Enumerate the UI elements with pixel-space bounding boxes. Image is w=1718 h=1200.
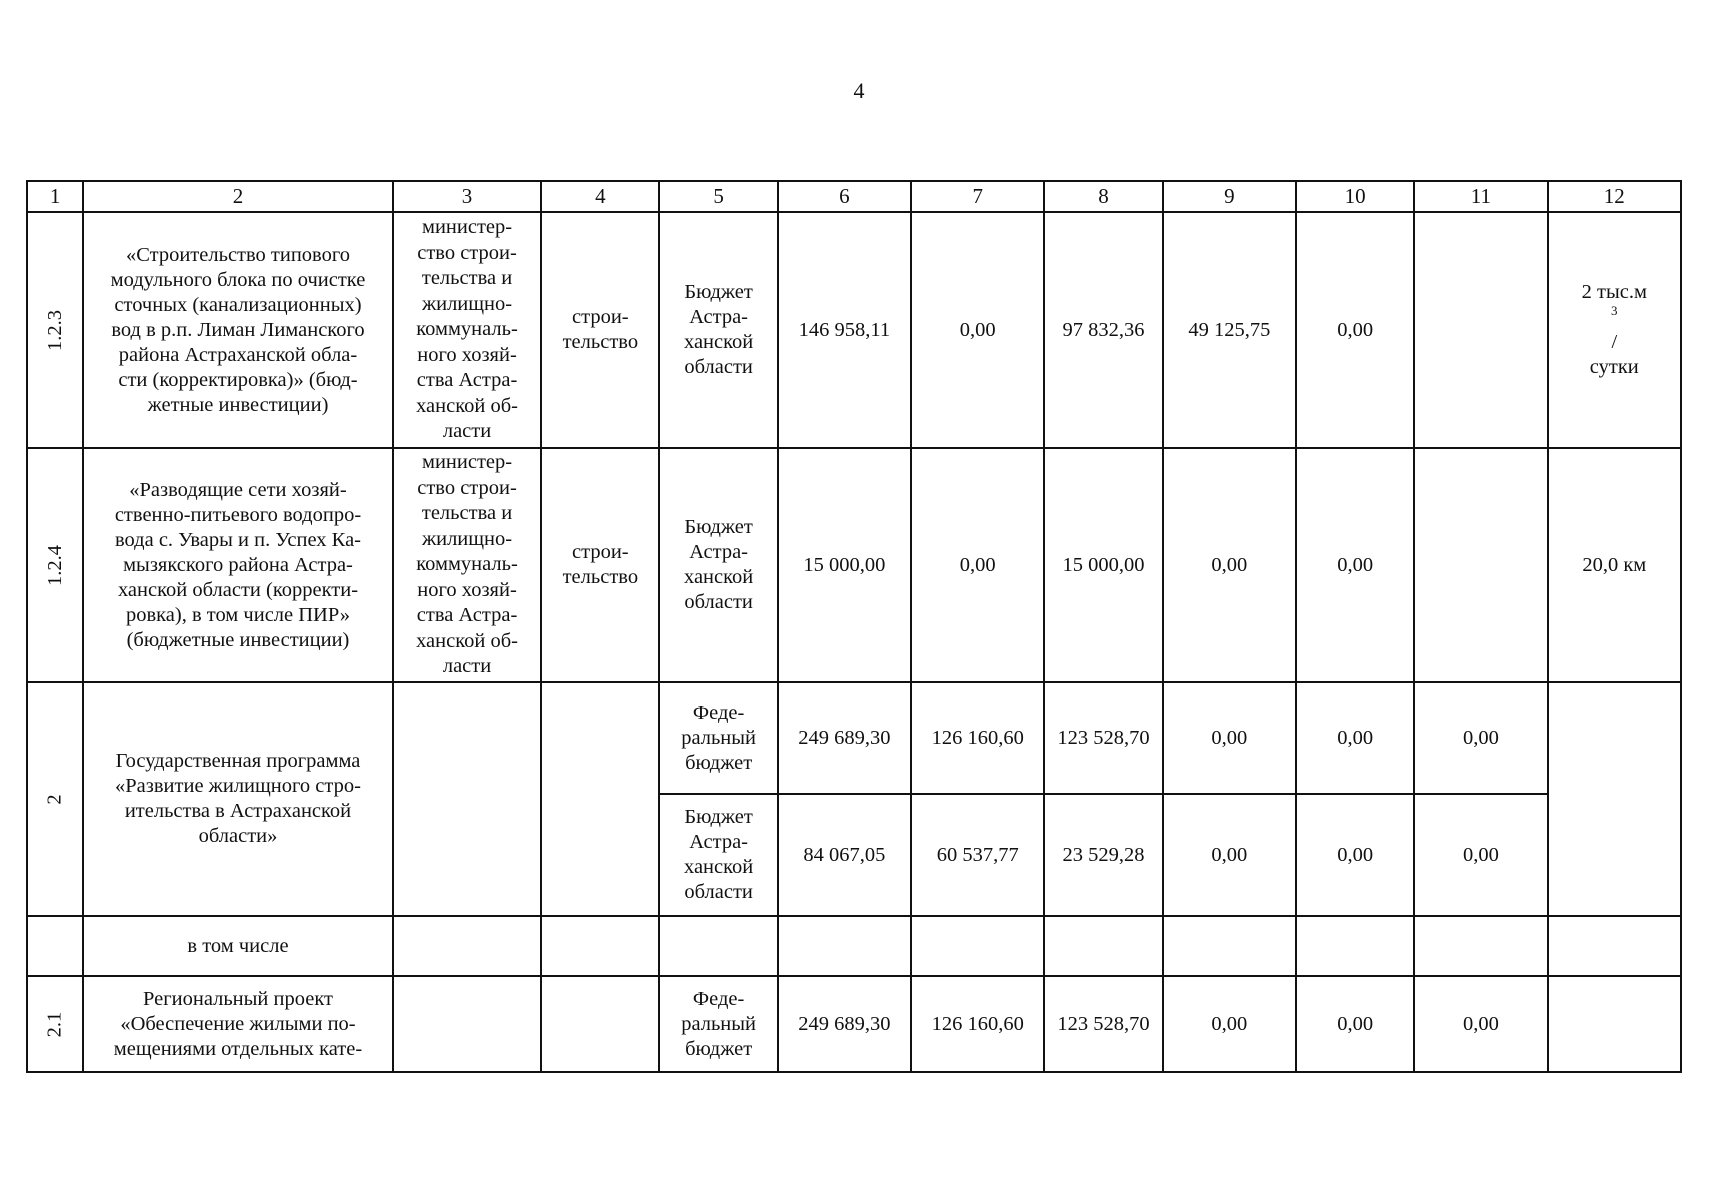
value-cell: 249 689,30: [778, 976, 911, 1072]
responsible-cell: [393, 212, 541, 448]
row-id: 1.2.3: [43, 309, 66, 351]
source-cell: [659, 682, 777, 794]
value-cell: [1296, 916, 1414, 976]
value-cell: 0,00: [1296, 448, 1414, 682]
header-cell: 8: [1044, 181, 1162, 212]
row-id-cell: [27, 976, 83, 1072]
row-id-cell: [27, 212, 83, 448]
value-cell: [1044, 916, 1162, 976]
header-cell: 2: [83, 181, 393, 212]
name-line: ровка), в том числе ПИР»: [125, 603, 351, 626]
name-line: ственно-питьевого водопро-: [114, 503, 362, 526]
type-line: строи-: [572, 306, 629, 328]
value-cell: 0,00: [1296, 212, 1414, 448]
source-line: ханской: [683, 331, 754, 353]
result-suffix: /: [1611, 331, 1618, 353]
responsible-line: тельства и: [421, 267, 513, 290]
table-row: [27, 976, 1681, 1072]
value-cell: 0,00: [911, 448, 1044, 682]
name-line: района Астраханской обла-: [118, 343, 358, 366]
source-line: ральный: [681, 726, 757, 749]
responsible-line: коммуналь-: [416, 318, 518, 341]
name-line: мещениями отдельных кате-: [113, 1037, 363, 1060]
row-id-cell: [27, 682, 83, 916]
row-id: 2: [43, 793, 66, 805]
source-line: Астра-: [689, 541, 749, 563]
name-line: вода с. Увары и п. Успех Ка-: [114, 528, 361, 551]
type-line: строи-: [572, 541, 629, 563]
page-number: 4: [853, 78, 865, 103]
value-cell: 60 537,77: [911, 794, 1044, 916]
value-cell: [1414, 916, 1547, 976]
header-cell: 12: [1548, 181, 1681, 212]
type-cell: [541, 448, 659, 682]
value-cell: 0,00: [1414, 976, 1547, 1072]
value-cell: 15 000,00: [778, 448, 911, 682]
type-cell: [541, 976, 659, 1072]
source-cell: [659, 794, 777, 916]
result-line: [1553, 280, 1676, 355]
header-cell: 7: [911, 181, 1044, 212]
responsible-line: министер-: [421, 451, 513, 474]
value-cell: 0,00: [1163, 682, 1296, 794]
value-cell: [911, 916, 1044, 976]
source-line: Бюджет: [684, 281, 753, 303]
row-id: 2.1: [43, 1011, 66, 1037]
header-cell: 10: [1296, 181, 1414, 212]
responsible-line: ство строи-: [417, 476, 517, 499]
row-name-cell: [83, 212, 393, 448]
value-cell: 0,00: [1296, 976, 1414, 1072]
table-row: [27, 916, 1681, 976]
source-line: Феде-: [692, 987, 745, 1010]
name-line: Государственная программа: [115, 750, 361, 772]
name-line: «Разводящие сети хозяй-: [129, 478, 347, 501]
result-cell: [1548, 916, 1681, 976]
value-cell: 0,00: [1163, 448, 1296, 682]
value-cell: 0,00: [1414, 794, 1547, 916]
row-id: 1.2.4: [43, 544, 66, 586]
responsible-line: ласти: [442, 420, 492, 443]
table-row: [27, 212, 1681, 448]
value-cell: 249 689,30: [778, 682, 911, 794]
value-cell: 0,00: [1414, 682, 1547, 794]
result-cell: [1548, 682, 1681, 916]
name-line: ханской области (корректи-: [117, 578, 359, 601]
source-cell: [659, 976, 777, 1072]
source-line: Феде-: [692, 701, 745, 724]
source-line: ральный: [681, 1012, 757, 1035]
value-cell: 146 958,11: [778, 212, 911, 448]
value-cell: 0,00: [911, 212, 1044, 448]
source-line: ханской: [683, 566, 754, 588]
header-row: [27, 181, 1681, 212]
name-line: ительства в Астраханской: [124, 800, 352, 822]
responsible-line: ного хозяй-: [417, 578, 517, 601]
source-line: бюджет: [685, 751, 753, 774]
value-cell: 126 160,60: [911, 682, 1044, 794]
header-cell: 9: [1163, 181, 1296, 212]
type-cell: [541, 916, 659, 976]
name-line: сти (корректировка)» (бюд-: [118, 368, 358, 391]
source-line: области: [684, 356, 753, 378]
header-cell: 6: [778, 181, 911, 212]
name-line: области»: [198, 825, 278, 847]
result-cell: [1548, 212, 1681, 448]
responsible-line: ханской об-: [416, 394, 518, 417]
result-main: 2 тыс.м: [1581, 281, 1647, 303]
responsible-line: коммуналь-: [416, 553, 518, 576]
program-table: [26, 180, 1682, 1073]
name-line: (бюджетные инвестиции): [126, 628, 350, 651]
value-cell: 97 832,36: [1044, 212, 1162, 448]
type-line: тельство: [562, 331, 639, 353]
row-name-cell: [83, 976, 393, 1072]
source-line: Бюджет: [684, 516, 753, 538]
responsible-line: ного хозяй-: [417, 343, 517, 366]
source-cell: [659, 448, 777, 682]
row-name-cell: [83, 682, 393, 916]
value-cell: [1414, 212, 1547, 448]
header-cell: 1: [27, 181, 83, 212]
header-cell: 11: [1414, 181, 1547, 212]
name-line: Региональный проект: [142, 987, 333, 1010]
source-line: бюджет: [685, 1037, 753, 1060]
value-cell: 84 067,05: [778, 794, 911, 916]
name-line: мызякского района Астра-: [123, 553, 353, 576]
responsible-line: жилищно-: [421, 292, 513, 315]
responsible-line: министер-: [421, 216, 513, 239]
responsible-cell: [393, 682, 541, 916]
result-cell: [1548, 976, 1681, 1072]
name-line: «Развитие жилищного стро-: [115, 775, 361, 797]
value-cell: 0,00: [1296, 794, 1414, 916]
responsible-cell: [393, 916, 541, 976]
header-cell: 5: [659, 181, 777, 212]
responsible-cell: [393, 448, 541, 682]
value-cell: [778, 916, 911, 976]
row-id-cell: [27, 916, 83, 976]
type-line: тельство: [562, 566, 639, 588]
name-line: модульного блока по очистке: [110, 268, 366, 291]
row-id-cell: [27, 448, 83, 682]
responsible-line: ства Астра-: [416, 369, 518, 392]
value-cell: 23 529,28: [1044, 794, 1162, 916]
value-cell: [1163, 916, 1296, 976]
responsible-line: ство строи-: [417, 241, 517, 264]
responsible-line: жилищно-: [421, 527, 513, 550]
row-name-cell: в том числе: [83, 916, 393, 976]
result-superscript: 3: [1611, 303, 1618, 319]
responsible-line: ласти: [442, 655, 492, 678]
responsible-line: ханской об-: [416, 629, 518, 652]
value-cell: 15 000,00: [1044, 448, 1162, 682]
value-cell: 0,00: [1163, 976, 1296, 1072]
responsible-line: ства Астра-: [416, 604, 518, 627]
header-cell: 4: [541, 181, 659, 212]
name-line: «Обеспечение жилыми по-: [120, 1012, 356, 1035]
value-cell: 123 528,70: [1044, 976, 1162, 1072]
name-line: «Строительство типового: [125, 243, 350, 266]
value-cell: 123 528,70: [1044, 682, 1162, 794]
value-cell: 0,00: [1296, 682, 1414, 794]
row-name-cell: [83, 448, 393, 682]
name-line: жетные инвестиции): [147, 393, 329, 416]
source-line: области: [684, 591, 753, 613]
name-line: сточных (канализационных): [114, 293, 362, 316]
source-cell: [659, 212, 777, 448]
source-line: Астра-: [689, 831, 749, 853]
source-line: ханской: [683, 856, 754, 878]
table-row: [27, 448, 1681, 682]
value-cell: [1414, 448, 1547, 682]
value-cell: 0,00: [1163, 794, 1296, 916]
source-cell: [659, 916, 777, 976]
type-cell: [541, 212, 659, 448]
name-line: вод в р.п. Лиман Лиманского: [111, 318, 365, 341]
source-line: Астра-: [689, 306, 749, 328]
responsible-line: тельства и: [421, 502, 513, 525]
source-line: Бюджет: [684, 806, 753, 828]
source-line: области: [684, 881, 753, 903]
value-cell: 49 125,75: [1163, 212, 1296, 448]
result-cell: 20,0 км: [1548, 448, 1681, 682]
responsible-cell: [393, 976, 541, 1072]
header-cell: 3: [393, 181, 541, 212]
value-cell: 126 160,60: [911, 976, 1044, 1072]
result-line: сутки: [1589, 356, 1639, 378]
table-row: [27, 682, 1681, 794]
type-cell: [541, 682, 659, 916]
